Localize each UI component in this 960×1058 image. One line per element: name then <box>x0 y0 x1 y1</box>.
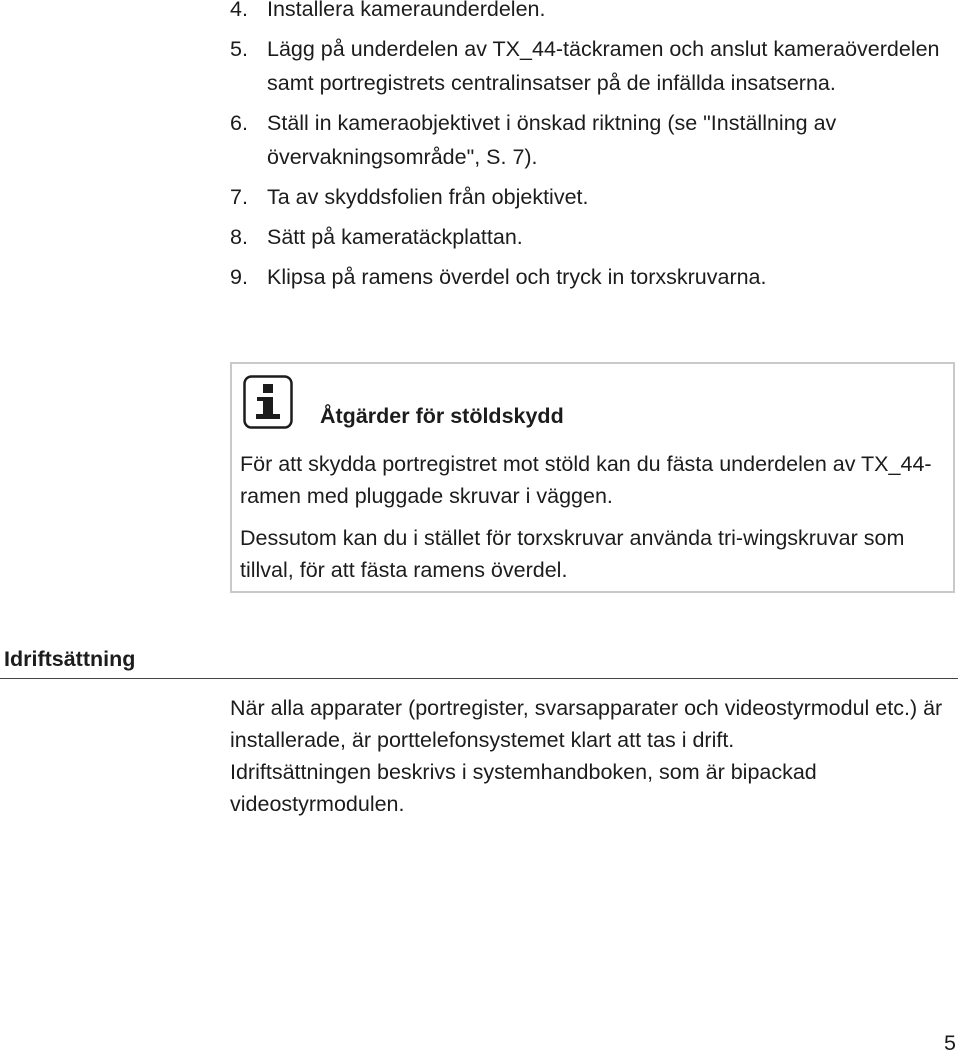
info-title: Åtgärder för stöldskydd <box>320 404 564 428</box>
section-divider <box>0 678 958 679</box>
info-icon <box>242 374 294 430</box>
step-9 <box>230 260 955 294</box>
section-heading: Idriftsättning <box>4 647 136 671</box>
step-6 <box>230 106 955 174</box>
step-8 <box>230 220 955 254</box>
section-paragraph: När alla apparater (portregister, svarsapparater och videostyrmodul etc.) är installerade, är porttelefonsystemet klart att tas i drift. <box>230 696 943 752</box>
theft-protection-info-box <box>230 362 955 593</box>
step-5 <box>230 32 955 100</box>
step-number: 5. <box>230 37 248 61</box>
page-number: 5 <box>944 1031 956 1055</box>
section-body <box>230 692 955 820</box>
step-number: 6. <box>230 111 248 135</box>
step-number: 7. <box>230 185 248 209</box>
step-number: 4. <box>230 0 248 21</box>
section-paragraph: Idriftsättningen beskrivs i systemhandboken, som är bipackad videostyrmodulen. <box>230 760 817 816</box>
step-text: Installera kameraunderdelen. <box>267 0 546 21</box>
installation-steps <box>230 0 955 300</box>
step-text: Lägg på underdelen av TX_44-täckramen och anslut kameraöverdelen samt portregistrets centralinsatser på de infällda insatserna. <box>267 37 940 95</box>
step-number: 8. <box>230 225 248 249</box>
step-4 <box>230 0 955 26</box>
step-number: 9. <box>230 265 248 289</box>
step-text: Klipsa på ramens överdel och tryck in torxskruvarna. <box>267 265 767 289</box>
info-paragraph: För att skydda portregistret mot stöld kan du fästa underdelen av TX_44-ramen med pluggade skruvar i väggen. <box>240 452 932 508</box>
info-paragraph: Dessutom kan du i stället för torxskruvar använda tri-wingskruvar som tillval, för att fästa ramens överdel. <box>240 526 905 582</box>
step-text: Ta av skyddsfolien från objektivet. <box>267 185 589 209</box>
step-text: Sätt på kameratäckplattan. <box>267 225 523 249</box>
step-text: Ställ in kameraobjektivet i önskad riktning (se "Inställning av övervakningsområde", S. 7). <box>267 111 837 169</box>
step-7 <box>230 180 955 214</box>
